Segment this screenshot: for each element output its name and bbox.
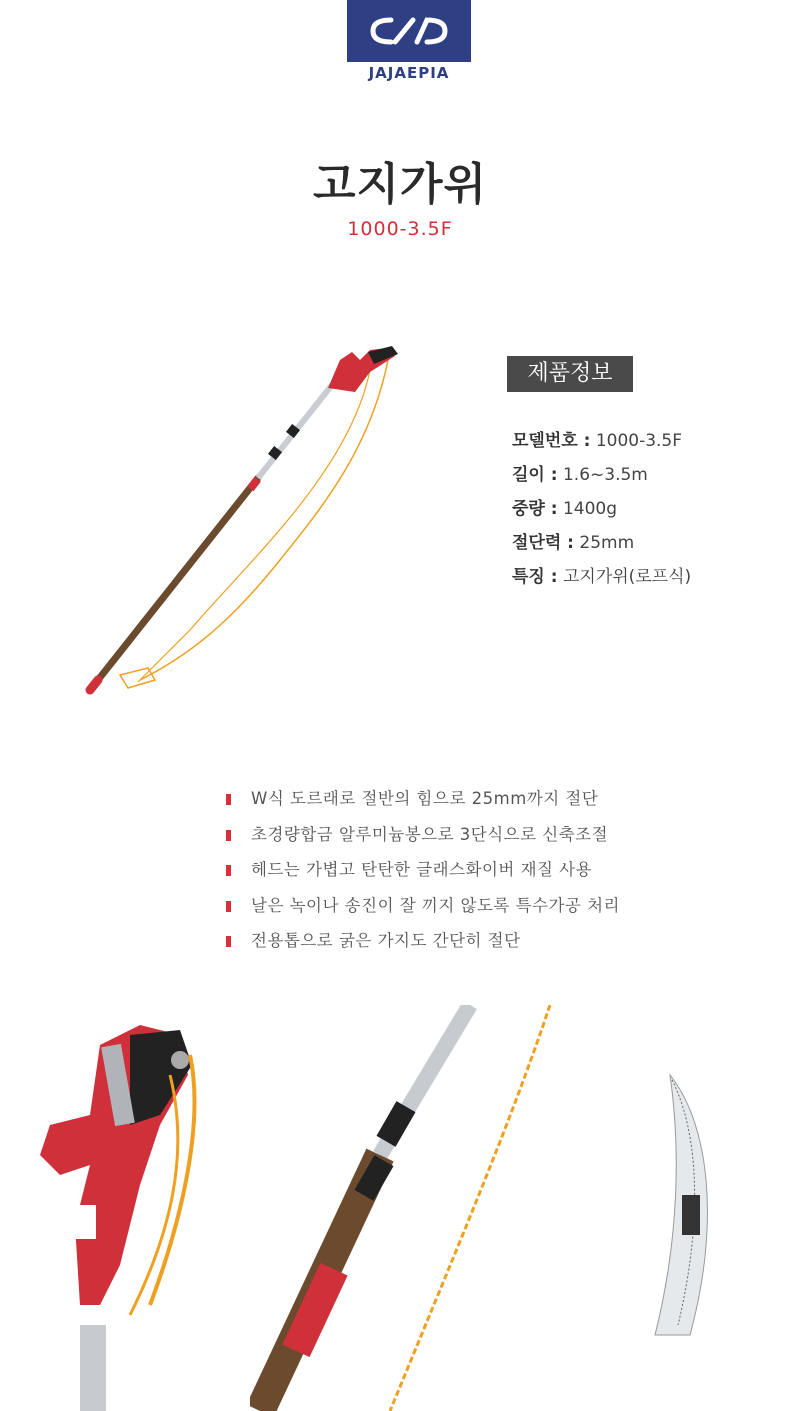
spec-value: 1000-3.5F: [595, 431, 683, 451]
feature-text: 헤드는 가볍고 탄탄한 글래스화이버 재질 사용: [251, 860, 593, 879]
feature-item: [226, 893, 620, 929]
spec-row: [512, 530, 691, 564]
spec-row: [512, 496, 691, 530]
product-image: [70, 330, 410, 710]
spec-value: 25mm: [579, 533, 635, 553]
product-title: 고지가위: [312, 159, 487, 210]
brand-logo-mark: [347, 0, 471, 62]
spec-value: 1.6~3.5m: [562, 465, 648, 485]
bullet-icon: [226, 830, 231, 841]
detail-photo-head: [30, 1005, 220, 1411]
detail-photo-saw: [630, 1005, 730, 1411]
feature-item: [226, 822, 620, 858]
detail-photo-pole: [250, 1005, 580, 1411]
bullet-icon: [226, 936, 231, 947]
product-info-header: 제품정보: [507, 356, 633, 392]
spec-label: 모델번호 :: [512, 431, 591, 451]
spec-label: 특징 :: [512, 567, 558, 587]
feature-item: [226, 786, 620, 822]
spec-label: 길이 :: [512, 465, 558, 485]
feature-item: [226, 857, 620, 893]
spec-row: [512, 428, 691, 462]
bullet-icon: [226, 865, 231, 876]
spec-row: [512, 462, 691, 496]
spec-label: 중량 :: [512, 499, 558, 519]
feature-text: 전용톱으로 굵은 가지도 간단히 절단: [251, 931, 521, 950]
feature-text: 초경량합금 알루미늄봉으로 3단식으로 신축조절: [251, 824, 609, 844]
feature-list: [226, 786, 620, 964]
product-model: 1000-3.5F: [347, 218, 453, 240]
feature-text: 날은 녹이나 송진이 잘 끼지 않도록 특수가공 처리: [251, 895, 620, 915]
brand-logo: [347, 0, 471, 62]
spec-value: 고지가위(로프식): [562, 567, 692, 587]
spec-value: 1400g: [562, 499, 618, 519]
brand-logo-text: JAJAEPIA: [368, 64, 450, 82]
spec-label: 절단력 :: [512, 533, 574, 553]
feature-text: W식 도르래로 절반의 힘으로 25mm까지 절단: [251, 789, 599, 808]
feature-item: [226, 928, 620, 964]
spec-row: [512, 564, 691, 598]
bullet-icon: [226, 901, 231, 912]
spec-list: [512, 428, 691, 598]
bullet-icon: [226, 794, 231, 805]
